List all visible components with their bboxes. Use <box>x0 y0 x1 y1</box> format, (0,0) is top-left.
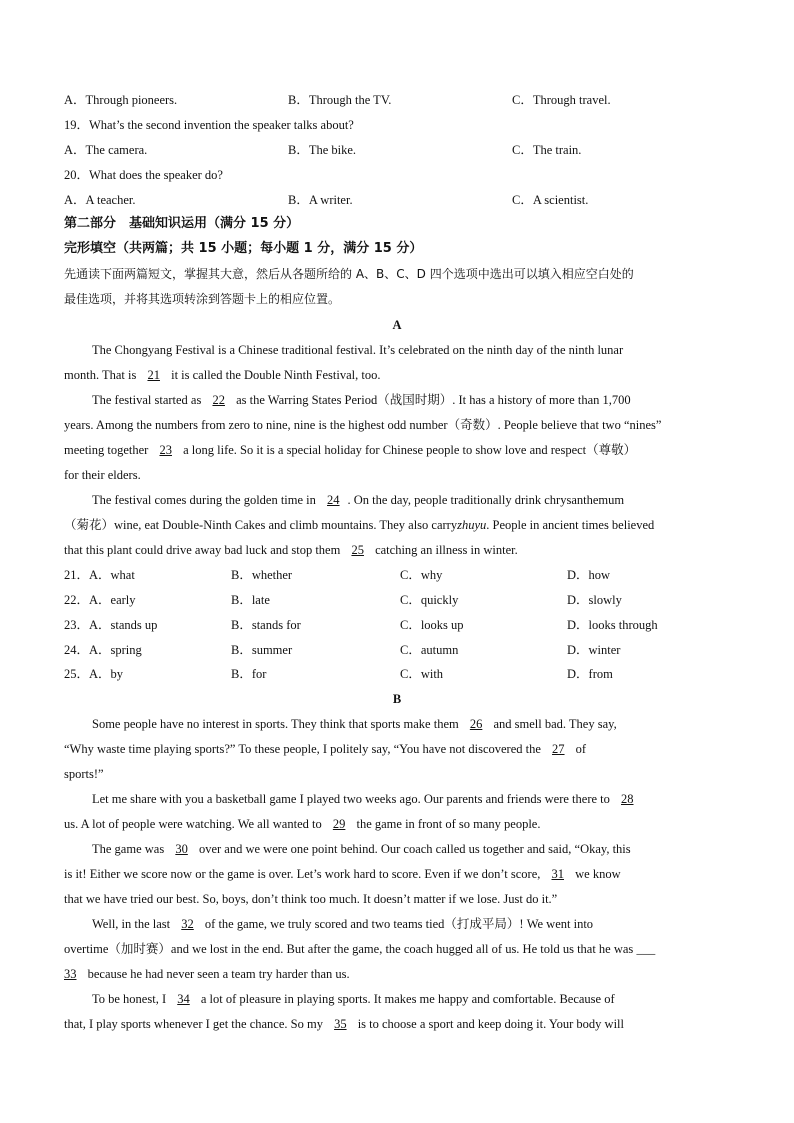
choice-option: B．summer <box>231 643 293 657</box>
instructions-line-1: 先通读下面两篇短文，掌握其大意，然后从各题所给的 A、B、C、D 四个选项中选出可以填入相应空白处的 <box>64 267 634 281</box>
choice-option: 23．A．stands up <box>64 618 158 632</box>
choice-option: 25．A．by <box>64 667 124 681</box>
choice-option: C．quickly <box>400 593 459 607</box>
blank-28: 28 <box>621 792 634 806</box>
passage-a-line: for their elders. <box>64 468 141 482</box>
blank-23: 23 <box>159 443 172 457</box>
blank-27: 27 <box>552 742 565 756</box>
blank-25: 25 <box>351 543 364 557</box>
choice-option: 22．A．early <box>64 593 136 607</box>
passage-b-label: B <box>392 692 402 706</box>
blank-26: 26 <box>469 717 483 731</box>
blank-30: 30 <box>175 842 188 856</box>
q18-option-c: C．Through travel. <box>512 93 611 107</box>
q20-stem: 20．What does the speaker do? <box>64 168 223 182</box>
passage-a-line: meeting together 23 a long life. So it is a special holiday for Chinese people to show love and respect（尊敬） <box>64 443 637 457</box>
blank-33: 33 <box>64 967 77 981</box>
q18-option-b: B．Through the TV. <box>288 93 392 107</box>
blank-34: 34 <box>177 992 190 1006</box>
choice-option: D．looks through <box>567 618 658 632</box>
q20-option-c: C．A scientist. <box>512 193 589 207</box>
passage-b-line: Some people have no interest in sports. They think that sports make them 26 and smell bad. They say, <box>92 717 617 731</box>
passage-b-line: 33 because he had never seen a team try harder than us. <box>64 967 350 981</box>
blank-22: 22 <box>212 393 225 407</box>
passage-b-line: sports!” <box>64 767 104 781</box>
q18-option-a: A．Through pioneers. <box>64 93 178 107</box>
choice-option: 21．A．what <box>64 568 135 582</box>
q19-option-b: B．The bike. <box>288 143 357 157</box>
passage-b-line: Well, in the last 32 of the game, we truly scored and two teams tied（打成平局）! We went into <box>92 917 594 931</box>
part2-title: 第二部分 基础知识运用（满分 15 分） <box>64 216 300 231</box>
passage-a-line: The festival comes during the golden time in 24 . On the day, people traditionally drink chrysanthemum <box>92 493 625 507</box>
passage-a-line: （菊花）wine, eat Double-Ninth Cakes and climb mountains. They also carryzhuyu. People in ancient times believed <box>64 518 655 532</box>
passage-b-line: “Why waste time playing sports?” To these people, I politely say, “You have not discovered the 27 of <box>64 742 587 756</box>
passage-a-line: The Chongyang Festival is a Chinese traditional festival. It’s celebrated on the ninth day of the ninth lunar <box>92 343 624 357</box>
choice-option: B．for <box>231 667 267 681</box>
passage-b-line: To be honest, I 34 a lot of pleasure in playing sports. It makes me happy and comfortable. Because of <box>92 992 615 1006</box>
q20-option-b: B．A writer. <box>288 193 353 207</box>
instructions-line-2: 最佳选项，并将其选项转涂到答题卡上的相应位置。 <box>64 292 341 306</box>
choice-option: D．slowly <box>567 593 622 607</box>
passage-a-line: The festival started as 22 as the Warring States Period（战国时期）. It has a history of more than 1,700 <box>92 393 631 407</box>
q20-option-a: A．A teacher. <box>64 193 136 207</box>
passage-a-line: month. That is 21 it is called the Double Ninth Festival, too. <box>64 368 381 382</box>
passage-b-line: The game was 30 over and we were one point behind. Our coach called us together and said, “Okay, this <box>92 842 631 856</box>
choice-option: D．winter <box>567 643 621 657</box>
choice-option: B．whether <box>231 568 293 582</box>
passage-b-line: that, I play sports whenever I get the chance. So my 35 is to choose a sport and keep doing it. Your body will <box>64 1017 625 1031</box>
choice-option: B．late <box>231 593 270 607</box>
q19-option-c: C．The train. <box>512 143 582 157</box>
choice-option: D．how <box>567 568 611 582</box>
passage-b-line: us. A lot of people were watching. We all wanted to 29 the game in front of so many people. <box>64 817 541 831</box>
passage-b-line: is it! Either we score now or the game is over. Let’s work hard to score. Even if we don’t score, 31 we know <box>64 867 621 881</box>
blank-29: 29 <box>332 817 346 831</box>
cloze-title: 完形填空（共两篇；共 15 小题；每小题 1 分，满分 15 分） <box>64 241 423 256</box>
choice-option: 24．A．spring <box>64 643 142 657</box>
choice-option: C．with <box>400 667 444 681</box>
q19-stem: 19．What’s the second invention the speaker talks about? <box>64 118 354 132</box>
blank-31: 31 <box>551 867 564 881</box>
choice-option: D．from <box>567 667 613 681</box>
q19-option-a: A．The camera. <box>64 143 148 157</box>
blank-24: 24 <box>327 493 340 507</box>
passage-b-line: Let me share with you a basketball game I played two weeks ago. Our parents and friends were there to 28 <box>92 791 642 807</box>
choice-option: B．stands for <box>231 618 301 632</box>
blank-35: 35 <box>334 1017 347 1031</box>
passage-b-line: overtime（加时赛）and we lost in the end. But after the game, the coach hugged all of us. He told us that he was ___ <box>64 942 656 956</box>
passage-a-label: A <box>392 318 402 332</box>
choice-option: C．looks up <box>400 618 464 632</box>
passage-a-line: that this plant could drive away bad luck and stop them 25 catching an illness in winter. <box>64 543 518 557</box>
passage-b-line: that we have tried our best. So, boys, don’t think too much. It doesn’t matter if we lose. Just do it.” <box>64 892 558 906</box>
choice-option: C．autumn <box>400 643 459 657</box>
choice-option: C．why <box>400 568 443 582</box>
passage-a-line: years. Among the numbers from zero to nine, nine is the highest odd number（奇数）. People believe that two “nines” <box>64 418 662 432</box>
blank-21: 21 <box>147 368 160 382</box>
blank-32: 32 <box>181 917 194 931</box>
